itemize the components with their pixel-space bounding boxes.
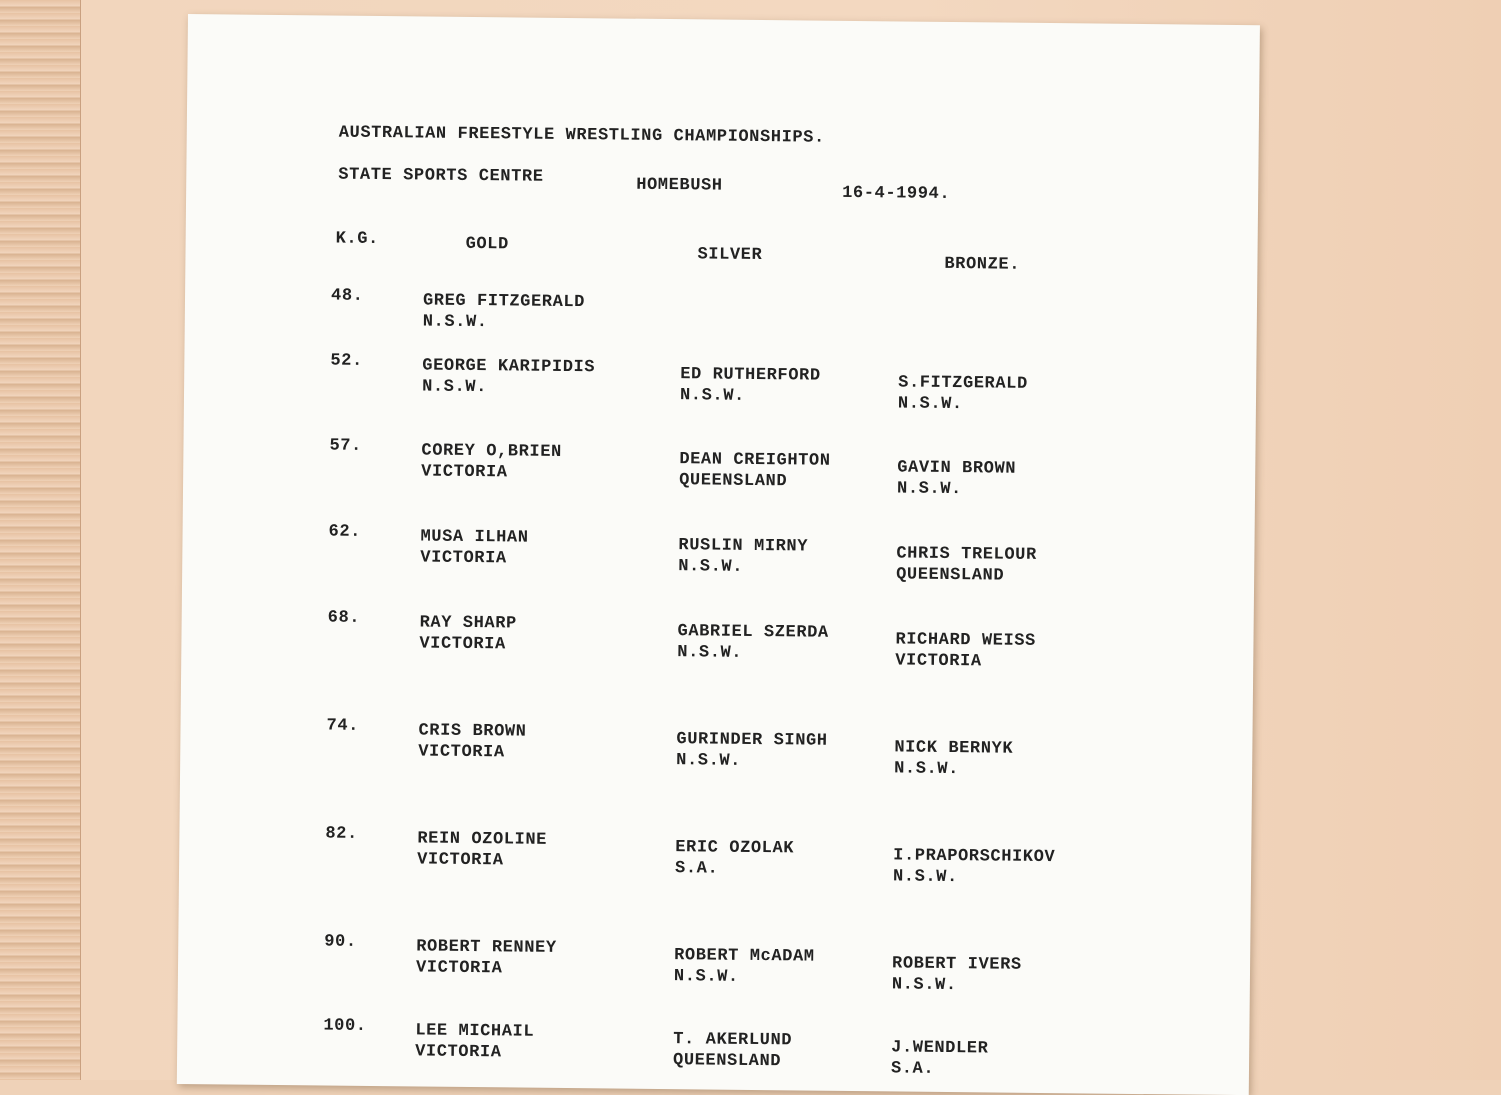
gold-name: GEORGE KARIPIDIS bbox=[422, 356, 596, 378]
silver-state: N.S.W. bbox=[679, 386, 745, 406]
bronze-state: N.S.W. bbox=[892, 867, 958, 888]
gold-medalist bbox=[422, 355, 595, 399]
weight-class: 57. bbox=[329, 436, 362, 456]
gold-name: COREY O,BRIEN bbox=[421, 441, 562, 462]
bronze-medalist bbox=[895, 629, 1036, 672]
bronze-state: N.S.W. bbox=[897, 394, 963, 415]
silver-state: N.S.W. bbox=[676, 751, 742, 771]
gold-state: N.S.W. bbox=[422, 377, 488, 398]
header-bronze: BRONZE. bbox=[944, 254, 1021, 275]
result-row bbox=[313, 435, 1214, 504]
event-date: 16-4-1994. bbox=[842, 183, 951, 204]
bronze-state: S.A. bbox=[890, 1059, 935, 1079]
silver-state: N.S.W. bbox=[673, 967, 739, 987]
result-row bbox=[314, 350, 1215, 419]
gold-state: VICTORIA bbox=[417, 850, 504, 871]
bronze-state: VICTORIA bbox=[895, 651, 982, 672]
gold-medalist bbox=[420, 526, 528, 569]
gold-state: VICTORIA bbox=[419, 634, 506, 655]
gold-name: REIN OZOLINE bbox=[417, 829, 548, 850]
silver-name: T. AKERLUND bbox=[673, 1030, 793, 1051]
bronze-name: I.PRAPORSCHIKOV bbox=[893, 846, 1056, 868]
header-gold: GOLD bbox=[465, 234, 509, 255]
result-row bbox=[310, 715, 1211, 784]
result-row bbox=[312, 521, 1213, 590]
silver-state: N.S.W. bbox=[678, 557, 744, 577]
gold-name: GREG FITZGERALD bbox=[422, 291, 586, 313]
suburb: HOMEBUSH bbox=[636, 175, 723, 196]
bronze-name: J.WENDLER bbox=[891, 1038, 989, 1059]
weight-class: 74. bbox=[326, 716, 360, 736]
stacked-page-edges bbox=[0, 0, 81, 1080]
result-row bbox=[315, 285, 1216, 354]
silver-medalist bbox=[676, 729, 828, 773]
silver-medalist bbox=[679, 449, 831, 493]
result-row bbox=[308, 931, 1209, 1000]
header-weight: K.G. bbox=[335, 229, 379, 250]
bronze-state: N.S.W. bbox=[896, 479, 962, 500]
silver-name: RUSLIN MIRNY bbox=[678, 536, 809, 557]
bronze-name: RICHARD WEISS bbox=[895, 630, 1036, 651]
silver-name: GABRIEL SZERDA bbox=[677, 622, 829, 643]
bronze-medalist bbox=[896, 543, 1037, 586]
bronze-name: CHRIS TRELOUR bbox=[896, 544, 1037, 565]
silver-name: ERIC OZOLAK bbox=[675, 838, 795, 859]
bronze-name: GAVIN BROWN bbox=[897, 458, 1017, 479]
gold-state: VICTORIA bbox=[415, 1042, 502, 1063]
weight-class: 100. bbox=[323, 1016, 367, 1036]
silver-state: QUEENSLAND bbox=[672, 1051, 782, 1072]
gold-name: CRIS BROWN bbox=[418, 721, 527, 742]
weight-class: 62. bbox=[328, 522, 362, 542]
bronze-name: ROBERT IVERS bbox=[891, 954, 1022, 975]
bronze-state: N.S.W. bbox=[891, 975, 957, 996]
gold-medalist bbox=[423, 290, 585, 334]
silver-name: GURINDER SINGH bbox=[676, 730, 828, 751]
silver-medalist bbox=[677, 621, 829, 665]
silver-name: ROBERT McADAM bbox=[674, 946, 815, 967]
silver-medalist bbox=[674, 945, 815, 988]
gold-state: VICTORIA bbox=[420, 548, 507, 569]
document-title: AUSTRALIAN FREESTYLE WRESTLING CHAMPIONSHIPS. bbox=[338, 123, 825, 148]
bronze-medalist bbox=[897, 457, 1016, 500]
gold-state: N.S.W. bbox=[422, 312, 488, 333]
gold-state: VICTORIA bbox=[421, 462, 508, 483]
result-row bbox=[311, 607, 1212, 676]
weight-class: 68. bbox=[327, 608, 361, 628]
gold-name: ROBERT RENNEY bbox=[416, 937, 557, 958]
bronze-medalist bbox=[893, 845, 1055, 889]
silver-name: DEAN CREIGHTON bbox=[679, 450, 831, 471]
silver-medalist bbox=[678, 535, 808, 578]
silver-state: QUEENSLAND bbox=[679, 471, 788, 492]
result-row bbox=[307, 1015, 1208, 1084]
weight-class: 52. bbox=[330, 351, 363, 371]
gold-medalist bbox=[415, 1020, 534, 1063]
silver-medalist bbox=[673, 1029, 792, 1072]
bronze-name: S.FITZGERALD bbox=[898, 373, 1028, 394]
bronze-medalist bbox=[898, 372, 1028, 415]
bronze-name: NICK BERNYK bbox=[894, 738, 1014, 759]
bronze-state: N.S.W. bbox=[894, 759, 960, 780]
gold-state: VICTORIA bbox=[418, 742, 505, 763]
silver-medalist bbox=[675, 837, 794, 880]
gold-medalist bbox=[416, 936, 557, 979]
bronze-medalist bbox=[892, 953, 1022, 996]
silver-state: S.A. bbox=[674, 859, 719, 879]
weight-class: 48. bbox=[330, 286, 364, 306]
silver-state: N.S.W. bbox=[677, 643, 743, 663]
weight-class: 90. bbox=[324, 932, 357, 952]
gold-medalist bbox=[417, 828, 547, 871]
results-sheet bbox=[177, 14, 1260, 1095]
gold-name: LEE MICHAIL bbox=[415, 1021, 535, 1042]
gold-state: VICTORIA bbox=[415, 958, 503, 979]
bronze-medalist bbox=[891, 1037, 989, 1080]
gold-name: MUSA ILHAN bbox=[420, 527, 529, 548]
gold-medalist bbox=[421, 440, 562, 483]
venue: STATE SPORTS CENTRE bbox=[338, 165, 544, 187]
weight-class: 82. bbox=[325, 824, 358, 844]
silver-name: ED RUTHERFORD bbox=[680, 365, 821, 386]
header-silver: SILVER bbox=[697, 245, 763, 266]
gold-medalist bbox=[418, 720, 526, 763]
bronze-medalist bbox=[894, 737, 1013, 780]
result-row bbox=[309, 823, 1210, 892]
gold-name: RAY SHARP bbox=[419, 613, 517, 634]
silver-medalist bbox=[680, 364, 821, 407]
bronze-state: QUEENSLAND bbox=[896, 565, 1005, 586]
gold-medalist bbox=[419, 612, 517, 655]
